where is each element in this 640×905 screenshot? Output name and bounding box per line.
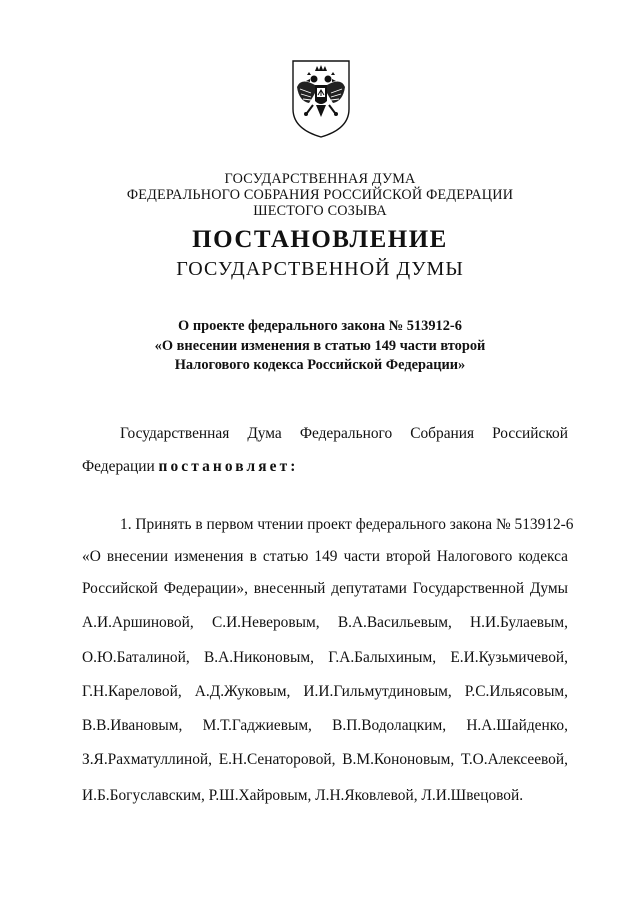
text-word: И.И.Гильмутдиновым, — [303, 683, 452, 700]
text-word: В.М.Кононовым, — [342, 751, 455, 768]
text-word: В.А.Никоновым, — [203, 649, 314, 666]
item1-line-6 — [82, 683, 568, 701]
intro-word: Дума — [247, 425, 282, 442]
text-word: В.В.Ивановым, — [82, 717, 183, 734]
text-word: изменения — [174, 548, 244, 565]
resolves-word: постановляет: — [158, 458, 299, 475]
text-word: внесенный — [253, 580, 326, 597]
text-word: А.Д.Жуковым, — [194, 683, 291, 700]
item1-line-3 — [82, 580, 568, 598]
text-word: Е.И.Кузьмичевой, — [450, 649, 568, 666]
text-word: Думы — [529, 580, 568, 597]
header-line-2: ФЕДЕРАЛЬНОГО СОБРАНИЯ РОССИЙСКОЙ ФЕДЕРАЦИИ — [126, 187, 514, 203]
header-line-1: ГОСУДАРСТВЕННАЯ ДУМА — [224, 171, 416, 187]
text-word: Н.И.Булаевым, — [470, 614, 568, 631]
text-word: кодекса — [518, 548, 568, 565]
bill-title-line-3: Налогового кодекса Российской Федерации» — [174, 357, 466, 373]
text-word: 149 — [314, 548, 338, 565]
text-word: Российской — [82, 580, 158, 597]
text-word: Н.А.Шайденко, — [466, 717, 568, 734]
text-word: В.А.Васильевым, — [337, 614, 452, 631]
text-word: В.П.Водолацким, — [332, 717, 447, 734]
document-subtitle: ГОСУДАРСТВЕННОЙ ДУМЫ — [176, 258, 464, 280]
header-line-3: ШЕСТОГО СОЗЫВА — [253, 203, 387, 219]
intro-federation-word: Федерации — [82, 458, 155, 475]
text-word: «О — [82, 548, 101, 565]
item1-line-9: И.Б.Богуславским, Р.Ш.Хайровым, Л.Н.Яковлевой, Л.И.Швецовой. — [82, 787, 524, 804]
text-word: З.Я.Рахматуллиной, — [82, 751, 212, 768]
item1-line-5 — [82, 649, 568, 667]
text-word: части — [343, 548, 380, 565]
text-word: второй — [386, 548, 431, 565]
text-word: депутатами — [331, 580, 407, 597]
bill-title-line-2: «О внесении изменения в статью 149 части второй — [154, 338, 486, 354]
intro-line-2 — [82, 458, 568, 476]
intro-word: Федерального — [299, 425, 393, 442]
item1-line-8 — [82, 751, 568, 769]
text-word: А.И.Аршиновой, — [82, 614, 194, 631]
text-word: внесении — [106, 548, 169, 565]
text-word: Государственной — [412, 580, 525, 597]
intro-word: Собрания — [410, 425, 475, 442]
item1-line-1: 1. Принять в первом чтении проект федерального закона № 513912-6 — [120, 516, 574, 533]
state-emblem-icon — [289, 57, 353, 139]
intro-line-1 — [120, 425, 568, 443]
item1-line-4 — [82, 614, 568, 632]
text-word: Р.С.Ильясовым, — [464, 683, 568, 700]
text-word: Г.А.Балыхиным, — [328, 649, 437, 666]
text-word: Налогового — [436, 548, 513, 565]
text-word: Е.Н.Сенаторовой, — [218, 751, 336, 768]
text-word: статью — [262, 548, 309, 565]
text-word: Г.Н.Кареловой, — [82, 683, 182, 700]
item1-line-7 — [82, 717, 568, 735]
intro-word: Государственная — [120, 425, 230, 442]
bill-title-line-1: О проекте федерального закона № 513912-6 — [178, 318, 462, 334]
text-word: в — [249, 548, 257, 565]
text-word: С.И.Неверовым, — [211, 614, 320, 631]
intro-word: Российской — [492, 425, 568, 442]
text-word: М.Т.Гаджиевым, — [202, 717, 312, 734]
text-word: Т.О.Алексеевой, — [460, 751, 568, 768]
document-title: ПОСТАНОВЛЕНИЕ — [192, 226, 448, 253]
text-word: Федерации», — [163, 580, 248, 597]
item1-line-2 — [82, 548, 568, 566]
text-word: О.Ю.Баталиной, — [82, 649, 190, 666]
